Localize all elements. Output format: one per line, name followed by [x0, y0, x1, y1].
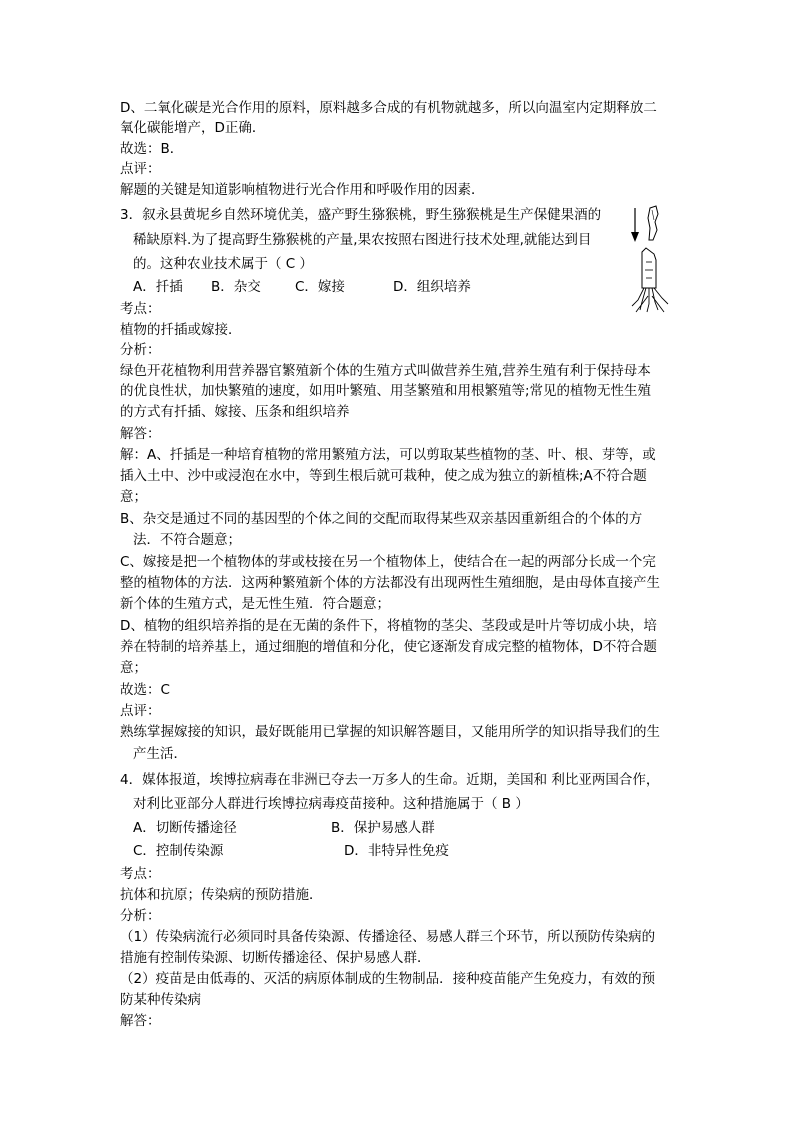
text-line: 稀缺原料.为了提高野生猕猴桃的产量,果农按照右图进行技术处理,就能达到目: [133, 232, 592, 248]
q3-option-b: B．杂交: [211, 279, 261, 295]
text-line: 意；: [120, 660, 147, 676]
text-line: 养在特制的培养基上，通过细胞的增值和分化，使它逐渐发育成完整的植物体，D不符合题: [120, 639, 657, 655]
q3-option-a: A．扦插: [133, 279, 183, 295]
q4-option-a: A．切断传播途径: [133, 820, 237, 836]
text-line: C、嫁接是把一个植物体的芽或枝接在另一个植物体上，使结合在一起的两部分长成一个完: [120, 554, 656, 570]
text-line: 解答：: [120, 1013, 161, 1029]
text-line: 解：A、扦插是一种培育植物的常用繁殖方法，可以剪取某些植物的茎、叶、根、芽等，或: [120, 447, 656, 463]
text-line: 对利比亚部分人群进行埃博拉病毒疫苗接种。这种措施属于（ B ）: [133, 796, 529, 812]
text-line: 新个体的生殖方式，是无性生殖．符合题意；: [120, 596, 390, 612]
text-line: D、二氧化碳是光合作用的原料，原料越多合成的有机物就越多，所以向温室内定期释放二: [120, 100, 657, 116]
text-line: （1）传染病流行必须同时具备传染源、传播途径、易感人群三个环节，所以预防传染病的: [120, 929, 656, 945]
text-line: 氧化碳能增产，D正确．: [120, 120, 266, 136]
text-line: 解题的关键是知道影响植物进行光合作用和呼吸作用的因素．: [120, 182, 485, 198]
text-line: 绿色开花植物利用营养器官繁殖新个体的生殖方式叫做营养生殖,营养生殖有利于保持母本: [120, 363, 651, 379]
text-line: 整的植物体的方法．这两种繁殖新个体的方法都没有出现两性生殖细胞，是由母体直接产生: [120, 575, 660, 591]
text-line: 熟练掌握嫁接的知识，最好既能用已掌握的知识解答题目，又能用所学的知识指导我们的生: [120, 724, 660, 740]
text-line: 插入土中、沙中或浸泡在水中，等到生根后就可栽种，使之成为独立的新植株;A不符合题: [120, 468, 647, 484]
grafting-figure: [622, 200, 682, 320]
text-line: 点评：: [120, 161, 161, 177]
scion-illustration: [648, 206, 658, 240]
text-line: 的方式有扦插、嫁接、压条和组织培养: [120, 404, 350, 420]
text-line: 的。这种农业技术属于（ C ）: [133, 256, 314, 272]
down-arrow-icon: [631, 208, 639, 242]
q3-option-d: D．组织培养: [393, 279, 471, 295]
text-line: 植物的扦插或嫁接．: [120, 322, 242, 338]
text-line: 考点：: [120, 301, 161, 317]
text-line: 的优良性状，加快繁殖的速度，如用叶繁殖、用茎繁殖和用根繁殖等;常见的植物无性生殖: [120, 383, 652, 399]
question-3-stem: 3．叙永县黄坭乡自然环境优美，盛产野生猕猴桃，野生猕猴桃是生产保健果酒的: [120, 207, 602, 223]
text-line: 故选：C: [120, 682, 170, 698]
text-line: 分析：: [120, 908, 161, 924]
text-line: B、杂交是通过不同的基因型的个体之间的交配而取得某些双亲基因重新组合的个体的方: [120, 511, 643, 527]
text-line: 防某种传染病: [120, 992, 201, 1008]
text-line: 法．不符合题意；: [133, 532, 241, 548]
q4-option-c: C．控制传染源: [133, 843, 224, 859]
q4-option-b: B．保护易感人群: [331, 820, 435, 836]
text-line: 考点：: [120, 866, 161, 882]
text-line: 分析：: [120, 342, 161, 358]
text-line: 解答：: [120, 426, 161, 442]
text-line: （2）疫苗是由低毒的、灭活的病原体制成的生物制品．接种疫苗能产生免疫力，有效的预: [120, 971, 656, 987]
text-line: 抗体和抗原；传染病的预防措施．: [120, 887, 323, 903]
rootstock-illustration: [632, 248, 668, 312]
text-line: 故选：B．: [120, 141, 184, 157]
text-line: 意；: [120, 489, 147, 505]
text-line: 产生活．: [133, 746, 187, 762]
q4-option-d: D．非特异性免疫: [344, 843, 449, 859]
text-line: 点评：: [120, 703, 161, 719]
question-4-stem: 4．媒体报道，埃博拉病毒在非洲已夺去一万多人的生命。近期，美国和 利比亚两国合作，: [120, 772, 660, 788]
q3-option-c: C．嫁接: [295, 279, 345, 295]
text-line: D、植物的组织培养指的是在无菌的条件下，将植物的茎尖、茎段或是叶片等切成小块，培: [120, 618, 657, 634]
text-line: 措施有控制传染源、切断传播途径、保护易感人群．: [120, 950, 431, 966]
